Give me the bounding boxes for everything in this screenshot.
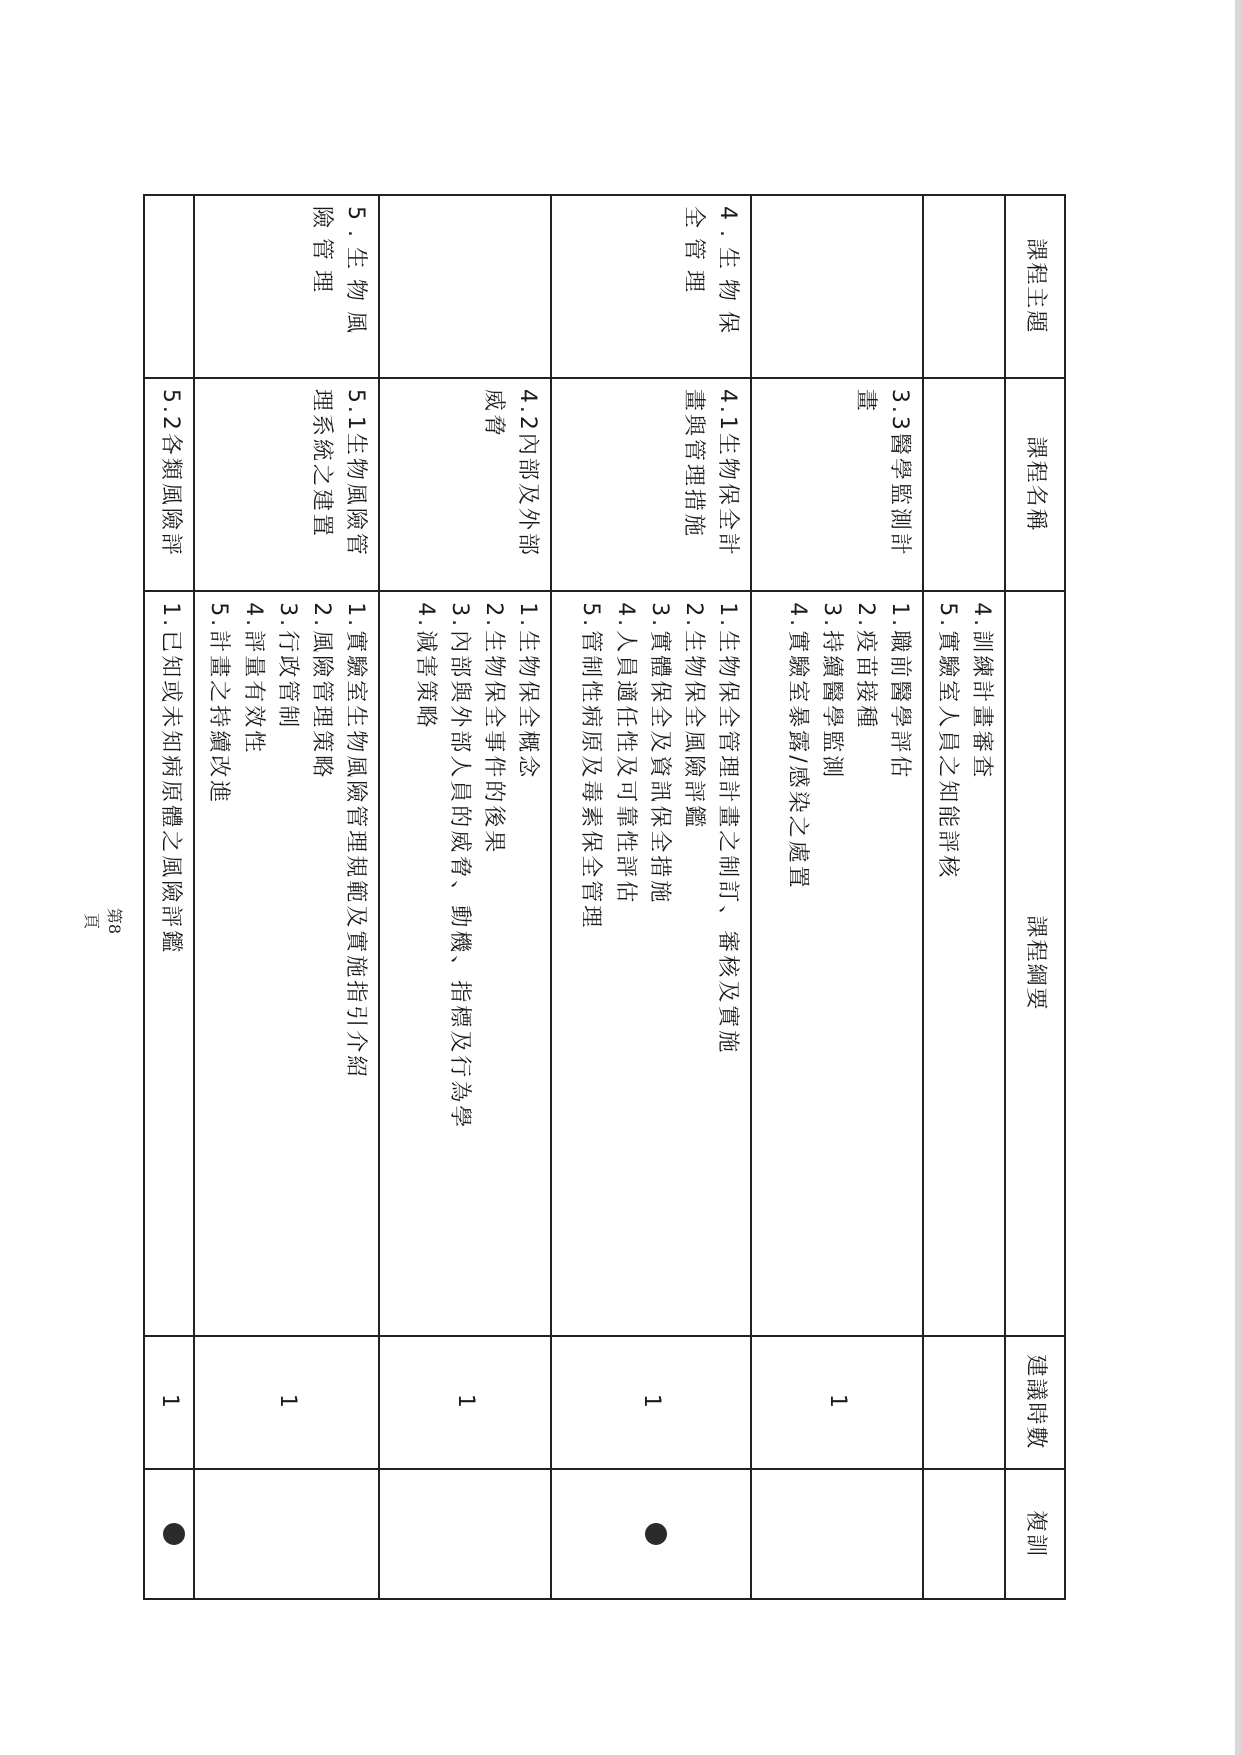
suggested-hours: 1 xyxy=(551,1336,751,1469)
item-number: 4. xyxy=(412,602,438,630)
suggested-hours: 1 xyxy=(144,1336,194,1469)
course-topic xyxy=(144,195,194,378)
course-outline xyxy=(194,591,378,1336)
table-row xyxy=(194,195,378,1599)
item-text: 疫苗接種 xyxy=(852,630,878,731)
table-row xyxy=(551,195,751,1599)
course-outline xyxy=(379,591,551,1336)
header-outline: 課程綱要 xyxy=(1005,591,1065,1336)
item-text: 人員適任性及可靠性評估 xyxy=(612,630,638,906)
course-name xyxy=(923,378,1005,591)
item-text: 實驗室暴露/感染之處置 xyxy=(784,630,810,891)
item-number: 5. xyxy=(934,602,960,630)
item-number: 5. xyxy=(206,602,232,630)
suggested-hours: 1 xyxy=(379,1336,551,1469)
list-item xyxy=(304,602,338,1325)
table-row xyxy=(751,195,923,1599)
list-item xyxy=(201,602,235,1325)
suggested-hours xyxy=(923,1336,1005,1469)
outline-list xyxy=(407,602,543,1325)
table-row xyxy=(379,195,551,1599)
list-item xyxy=(607,602,641,1325)
list-item xyxy=(779,602,813,1325)
item-number: 1. xyxy=(342,602,368,630)
list-item xyxy=(848,602,882,1325)
list-item xyxy=(442,602,476,1325)
suggested-hours: 1 xyxy=(751,1336,923,1469)
list-item xyxy=(235,602,269,1325)
table-row xyxy=(923,195,1005,1599)
course-table xyxy=(143,194,1066,1600)
list-item xyxy=(814,602,848,1325)
table-row xyxy=(144,195,194,1599)
list-item xyxy=(964,602,998,1325)
scan-edge xyxy=(1235,0,1241,1755)
course-name: 5.1生物風險管理系統之建置 xyxy=(194,378,378,591)
item-number: 4. xyxy=(240,602,266,630)
item-text: 實驗室生物風險管理規範及實施指引介紹 xyxy=(342,630,368,1081)
retrain-cell xyxy=(751,1469,923,1599)
item-text: 管制性病原及毒素保全管理 xyxy=(578,630,604,931)
outline-list xyxy=(930,602,998,1325)
outline-list xyxy=(573,602,743,1325)
retrain-cell xyxy=(144,1469,194,1599)
item-number: 1. xyxy=(158,602,184,630)
outline-list xyxy=(779,602,915,1325)
item-number: 4. xyxy=(612,602,638,630)
course-outline xyxy=(551,591,751,1336)
retrain-dot-icon xyxy=(163,1523,185,1545)
item-text: 實驗室人員之知能評核 xyxy=(934,630,960,881)
list-item xyxy=(930,602,964,1325)
list-item xyxy=(270,602,304,1325)
retrain-cell xyxy=(194,1469,378,1599)
item-text: 持續醫學監測 xyxy=(818,630,844,781)
item-number: 1. xyxy=(514,602,540,630)
item-text: 已知或未知病原體之風險評鑑 xyxy=(158,630,184,956)
course-outline xyxy=(751,591,923,1336)
course-name: 4.2內部及外部威脅 xyxy=(379,378,551,591)
header-retrain: 複訓 xyxy=(1005,1469,1065,1599)
course-outline xyxy=(144,591,194,1336)
item-number: 3. xyxy=(646,602,672,630)
retrain-cell xyxy=(551,1469,751,1599)
item-number: 3. xyxy=(818,602,844,630)
item-number: 1. xyxy=(714,602,740,630)
item-number: 5. xyxy=(578,602,604,630)
item-number: 2. xyxy=(852,602,878,630)
list-item xyxy=(676,602,710,1325)
item-number: 4. xyxy=(969,602,994,630)
item-text: 職前醫學評估 xyxy=(886,630,912,781)
header-row xyxy=(1005,195,1065,1599)
item-text: 實體保全及資訊保全措施 xyxy=(646,630,672,906)
item-text: 生物保全概念 xyxy=(514,630,540,781)
course-topic: 4.生物保全管理 xyxy=(551,195,751,378)
suggested-hours: 1 xyxy=(194,1336,378,1469)
list-item xyxy=(153,602,187,1325)
list-item xyxy=(476,602,510,1325)
list-item xyxy=(407,602,441,1325)
item-number: 3. xyxy=(274,602,300,630)
course-topic xyxy=(923,195,1005,378)
page-number: 第8頁 xyxy=(82,907,124,935)
table-body xyxy=(144,195,1005,1599)
item-text: 減害策略 xyxy=(412,630,438,731)
course-topic: 5.生物風險管理 xyxy=(194,195,378,378)
list-item xyxy=(510,602,544,1325)
course-name: 3.3醫學監測計畫 xyxy=(751,378,923,591)
header-hours: 建議時數 xyxy=(1005,1336,1065,1469)
item-text: 行政管制 xyxy=(274,630,300,731)
item-text: 風險管理策略 xyxy=(308,630,334,781)
item-number: 2. xyxy=(680,602,706,630)
list-item xyxy=(710,602,744,1325)
list-item xyxy=(642,602,676,1325)
item-number: 3. xyxy=(446,602,472,630)
header-topic: 課程主題 xyxy=(1005,195,1065,378)
item-text: 訓練計畫審查 xyxy=(969,630,994,781)
course-name: 4.1生物保全計畫與管理措施 xyxy=(551,378,751,591)
list-item xyxy=(882,602,916,1325)
retrain-cell xyxy=(923,1469,1005,1599)
item-text: 生物保全事件的後果 xyxy=(480,630,506,856)
item-number: 1. xyxy=(886,602,912,630)
item-number: 4. xyxy=(784,602,810,630)
retrain-dot-icon xyxy=(645,1523,667,1545)
item-number: 2. xyxy=(308,602,334,630)
item-number: 2. xyxy=(480,602,506,630)
item-text: 內部與外部人員的威脅、動機、指標及行為學 xyxy=(446,630,472,1131)
item-text: 生物保全風險評鑑 xyxy=(680,630,706,831)
outline-list xyxy=(153,602,187,1325)
header-name: 課程名稱 xyxy=(1005,378,1065,591)
list-item xyxy=(573,602,607,1325)
item-text: 評量有效性 xyxy=(240,630,266,756)
list-item xyxy=(338,602,372,1325)
item-text: 計畫之持續改進 xyxy=(206,630,232,806)
course-name: 5.2各類風險評 xyxy=(144,378,194,591)
item-text: 生物保全管理計畫之制訂、審核及實施 xyxy=(714,630,740,1056)
outline-list xyxy=(201,602,371,1325)
course-topic xyxy=(379,195,551,378)
retrain-cell xyxy=(379,1469,551,1599)
course-topic xyxy=(751,195,923,378)
course-outline xyxy=(923,591,1005,1336)
course-table-rotated xyxy=(157,194,1066,1600)
